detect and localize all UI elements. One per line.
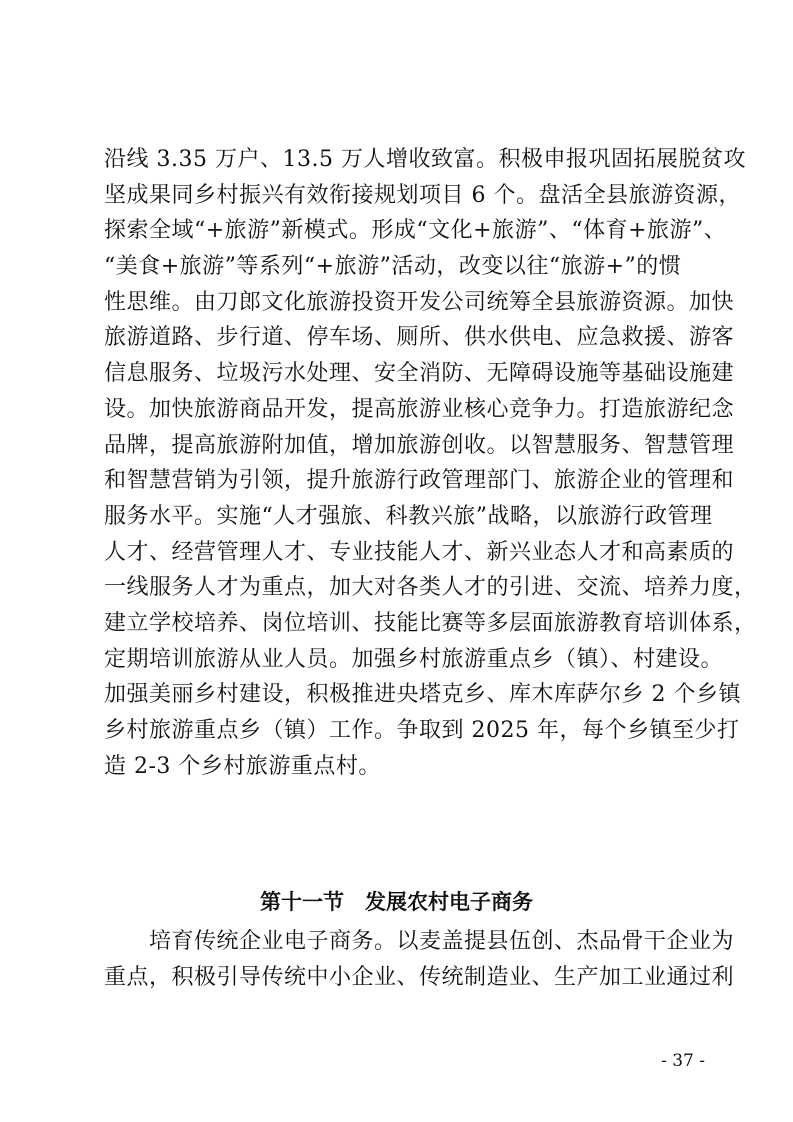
text-line: 建立学校培养、岗位培训、技能比赛等多层面旅游教育培训体系， xyxy=(104,610,757,636)
text-line: 品牌，提高旅游附加值，增加旅游创收。以智慧服务、智慧管理 xyxy=(104,432,735,458)
text-line: 一线服务人才为重点，加大对各类人才的引进、交流、培养力度， xyxy=(104,575,757,601)
paragraph-ecommerce xyxy=(104,924,735,995)
text-line: 定期培训旅游从业人员。加强乡村旅游重点乡（镇）、村建设。 xyxy=(104,646,724,672)
text-line: 人才、经营管理人才、专业技能人才、新兴业态人才和高素质的 xyxy=(104,539,735,565)
text-line: 和智慧营销为引领，提升旅游行政管理部门、旅游企业的管理和 xyxy=(104,468,735,494)
text-line: 旅游道路、步行道、停车场、厕所、供水供电、应急救援、游客 xyxy=(104,325,735,351)
text-line: 探索全域“+旅游”新模式。形成“文化+旅游”、“体育+旅游”、 xyxy=(104,218,727,244)
text-line: 加强美丽乡村建设，积极推进央塔克乡、库木库萨尔乡 2 个乡镇 xyxy=(104,682,741,708)
text-line: 造 2-3 个乡村旅游重点村。 xyxy=(104,753,381,779)
text-line: 乡村旅游重点乡（镇）工作。争取到 2025 年，每个乡镇至少打 xyxy=(104,718,740,743)
text-line: 信息服务、垃圾污水处理、安全消防、无障碍设施等基础设施建 xyxy=(104,361,735,387)
text-line: 坚成果同乡村振兴有效衔接规划项目 6 个。盘活全县旅游资源， xyxy=(104,182,741,208)
text-line: “美食+旅游”等系列“+旅游”活动，改变以往“旅游+”的惯 xyxy=(104,254,682,280)
text-line: 设。加快旅游商品开发，提高旅游业核心竞争力。打造旅游纪念 xyxy=(104,396,735,422)
text-line: 重点，积极引导传统中小企业、传统制造业、生产加工业通过利 xyxy=(104,964,735,990)
text-line: 性思维。由刀郎文化旅游投资开发公司统筹全县旅游资源。加快 xyxy=(104,289,735,315)
page-number: - 37 - xyxy=(661,1051,705,1071)
text-line: 沿线 3.35 万户、13.5 万人增收致富。积极申报巩固拓展脱贫攻 xyxy=(104,147,746,172)
text-line: 培育传统企业电子商务。以麦盖提县伍创、杰品骨干企业为 xyxy=(104,929,735,954)
text-line: 服务水平。实施“人才强旅、科教兴旅”战略，以旅游行政管理 xyxy=(104,503,713,529)
paragraph-tourism xyxy=(104,142,757,784)
section-heading: 第十一节 发展农村电子商务 xyxy=(260,890,533,914)
